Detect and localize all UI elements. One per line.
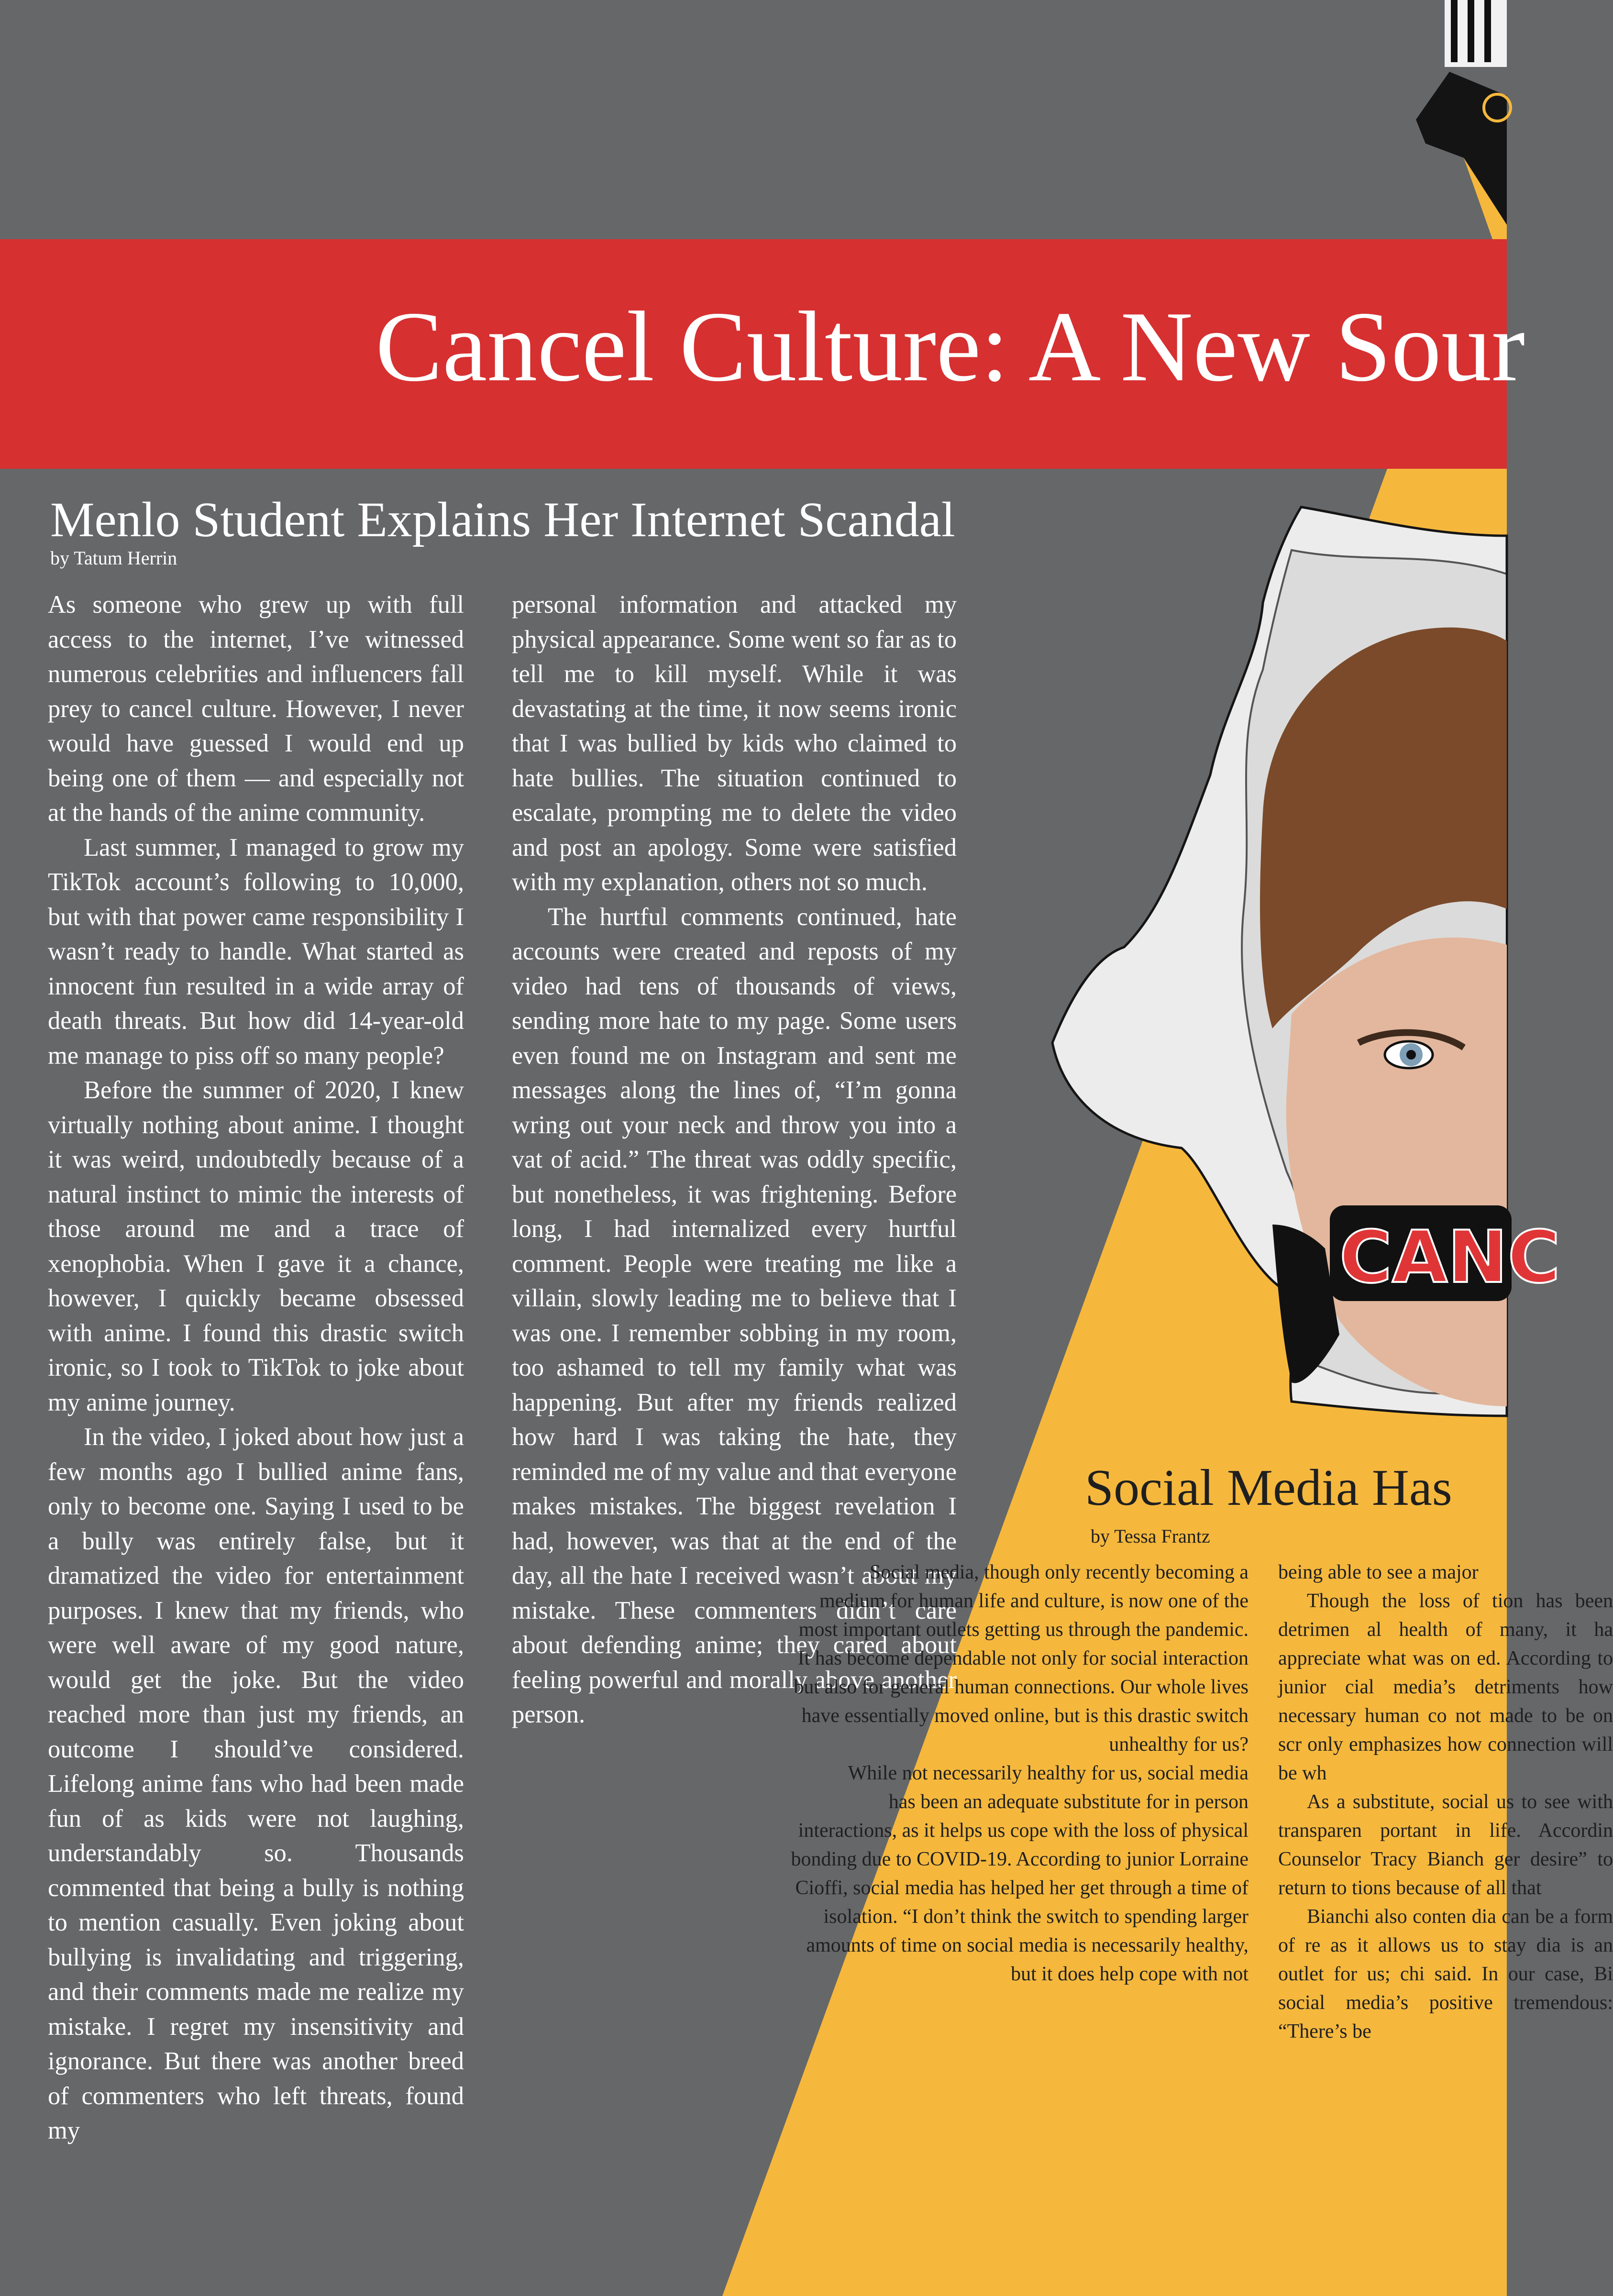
article1-column1 [48, 587, 464, 2148]
article2-paragraph: As a substitute, social us to see with transparen portant in life. Accordin Counselor Tracy Bianch ger desire” to return to tions because of all that [1278, 1791, 1613, 1899]
article1-headline: Menlo Student Explains Her Internet Scandal [50, 492, 955, 547]
mouth-cancel-text: CANC [1339, 1216, 1560, 1299]
film-camera-illustration [1416, 0, 1511, 239]
page-title: Cancel Culture: A New Sour [376, 291, 1525, 402]
article1-paragraph: personal information and attacked my physical appearance. Some went so far as to tell me to kill myself. While it was devastating at the time, it now seems ironic that I was bullied by kids who claimed to hate bullies. The situation continued to escalate, prompting me to delete the video and post an apology. Some were satisfied with my explanation, others not so much. [512, 591, 957, 896]
article2-paragraph: Though the loss of tion has been detrimen al health of many, it ha appreciate what was on ed. According to junior cial media’s detriments how necessary human co not made to be on scr only emphasizes how connection will be wh [1278, 1590, 1613, 1784]
article2-paragraph: Bianchi also conten dia can be a form of re as it allows us to stay dia is an outlet for us; chi said. In our case, Bi social media’s positive tremendous: “There’s be [1278, 1906, 1613, 2042]
article1-paragraph: In the video, I joked about how just a few months ago I bullied anime fans, only to become one. Saying I used to be a bully was entirely false, but it dramatized the video for entertainment purposes. I knew that my friends, who were well aware of my good nature, would get the joke. But the video reached more than just my friends, an outcome I should’ve considered. Lifelong anime fans who had been made fun of as kids were not laughing, understandably so. Thousands commented that being a bully is nothing to mention casually. Even joking about bullying is invalidating and triggering, and their comments made me realize my mistake. I regret my insensitivity and ignorance. But there was another breed of commenters who left threats, found my [48, 1423, 464, 2144]
article2-byline: by Tessa Frantz [1091, 1525, 1210, 1547]
article1-paragraph: Before the summer of 2020, I knew virtually nothing about anime. I thought it was weird, undoubtedly because of a natural instinct to mimic the interests of those around me and a trace of xenophobia. When I gave it a chance, however, I quickly became obsessed with anime. I found this drastic switch ironic, so I took to TikTok to joke about my anime journey. [48, 1076, 464, 1416]
article2-paragraph: Social media, though only recently becoming a medium for human life and culture, is now one of the most important outlets getting us through the pandemic. It has become dependable not only for social interaction but also for general human connections. Our whole lives have essentially moved online, but is this drastic switch unhealthy for us? [794, 1561, 1248, 1755]
article2-headline: Social Media Has [1085, 1459, 1452, 1516]
article2-column2 [1278, 1558, 1613, 2046]
article1-paragraph: The hurtful comments continued, hate accounts were created and reposts of my video had tens of thousands of views, sending more hate to my page. Some users even found me on Instagram and sent me messages along the lines of, “I’m gonna wring out your neck and throw you into a vat of acid.” The threat was oddly specific, but nonetheless, it was frightening. Before long, I had internalized every hurtful comment. People were treating me like a villain, slowly leading me to believe that I was one. I remember sobbing in my room, too ashamed to tell my family what was happening. But after my friends realized how hard I was taking the hate, they reminded me of my value and that everyone makes mistakes. The biggest revelation I had, however, was that at the end of the day, all the hate I received wasn’t about my mistake. These commenters didn’t care about defending anime; they cared about feeling powerful and morally above another person. [512, 903, 957, 1728]
article2-paragraph: being able to see a major [1278, 1561, 1479, 1583]
article1-paragraph: Last summer, I managed to grow my TikTok account’s following to 10,000, but with that power came responsibility I wasn’t ready to handle. What started as innocent fun resulted in a wide array of death threats. But how did 14-year-old me manage to piss off so many people? [48, 833, 464, 1070]
article2-column1 [789, 1558, 1248, 1988]
article2-paragraph: While not necessarily healthy for us, social media has been an adequate substitute for in person interactions, as it helps us cope with the loss of physical bonding due to COVID-19. According to junior Lorraine Cioffi, social media has helped her get through a time of isolation. “I don’t think the switch to spending larger amounts of time on social media is necessarily healthy, but it does help cope with not [791, 1762, 1248, 1985]
article1-byline: by Tatum Herrin [50, 547, 177, 569]
article1-paragraph: As someone who grew up with full access to the internet, I’ve witnessed numerous celebrities and influencers fall prey to cancel culture. However, I never would have guessed I would end up being one of them — and especially not at the hands of the anime community. [48, 591, 464, 827]
